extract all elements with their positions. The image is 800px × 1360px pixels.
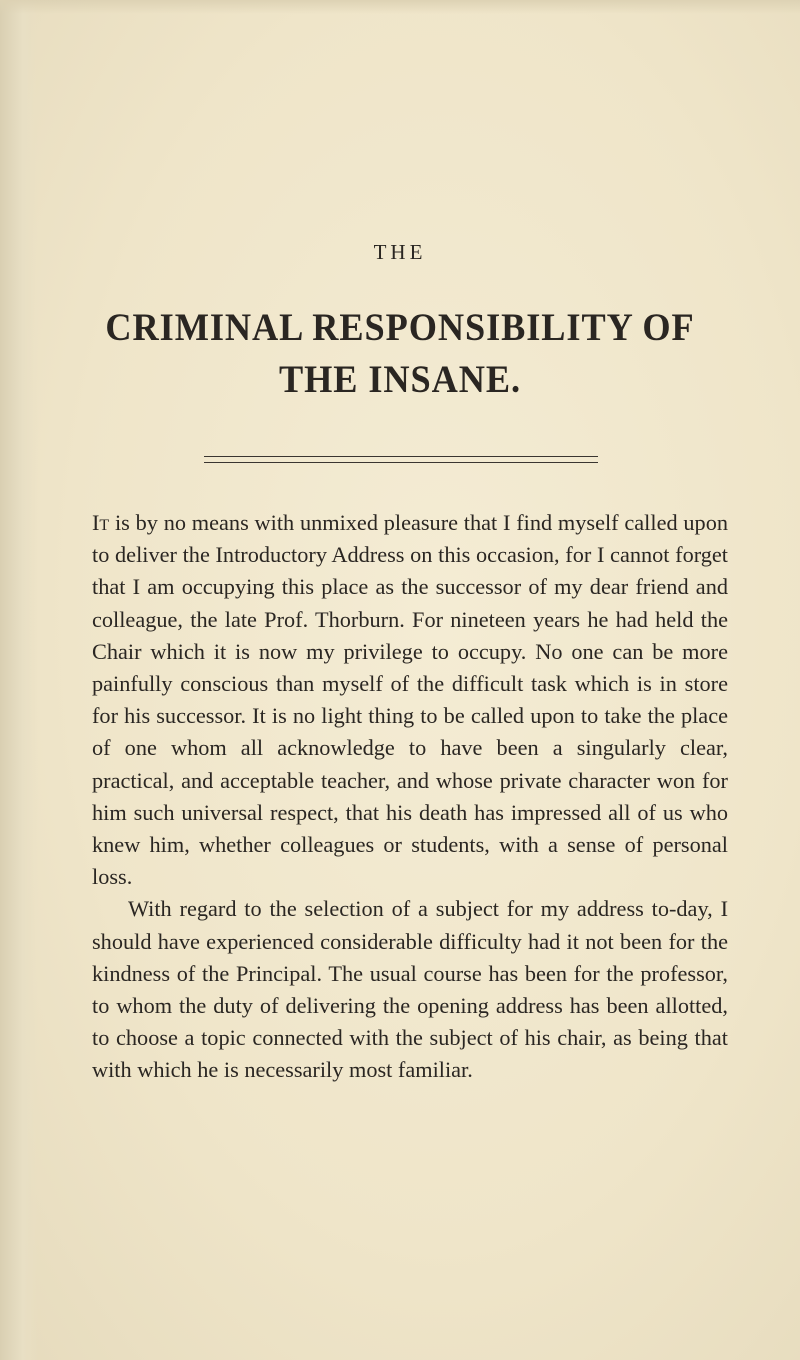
paragraph-1-lead-word: It xyxy=(92,510,110,535)
page-top-edge xyxy=(0,0,800,14)
page-binding-edge xyxy=(0,0,38,1360)
paragraph-1 xyxy=(92,507,728,893)
title-rule-lower xyxy=(204,462,598,463)
paragraph-1-text: is by no means with unmixed pleasure that I find myself called upon to deliver the Introductory Address on this occasion, for I cannot forget that I am occupying this place as the successor of my dear friend and colleague, the late Prof. Thorburn. For nineteen years he had held the Chair which it is now my privilege to occupy. No one can be more painfully conscious than myself of the difficult task which is in store for his successor. It is no light thing to be called upon to take the place of one whom all acknowledge to have been a singularly clear, practical, and acceptable teacher, and whose private character won for him such universal respect, that his death has impressed all of us who knew him, whether colleagues or students, with a sense of personal loss. xyxy=(92,510,728,890)
paragraph-2: With regard to the selection of a subject for my address to-day, I should have experienced considerable difficulty had it not been for the kindness of the Principal. The usual course has been for the professor, to whom the duty of delivering the opening address has been allotted, to choose a topic connected with the subject of his chair, as being that with which he is necessarily most familiar. xyxy=(92,896,728,1083)
title-line-1: CRIMINAL RESPONSIBILITY OF xyxy=(105,306,695,349)
title-prefix: THE xyxy=(373,240,427,264)
title-rule-upper xyxy=(204,456,598,457)
title-line-2: THE INSANE. xyxy=(278,358,522,401)
body-text xyxy=(92,507,728,1087)
